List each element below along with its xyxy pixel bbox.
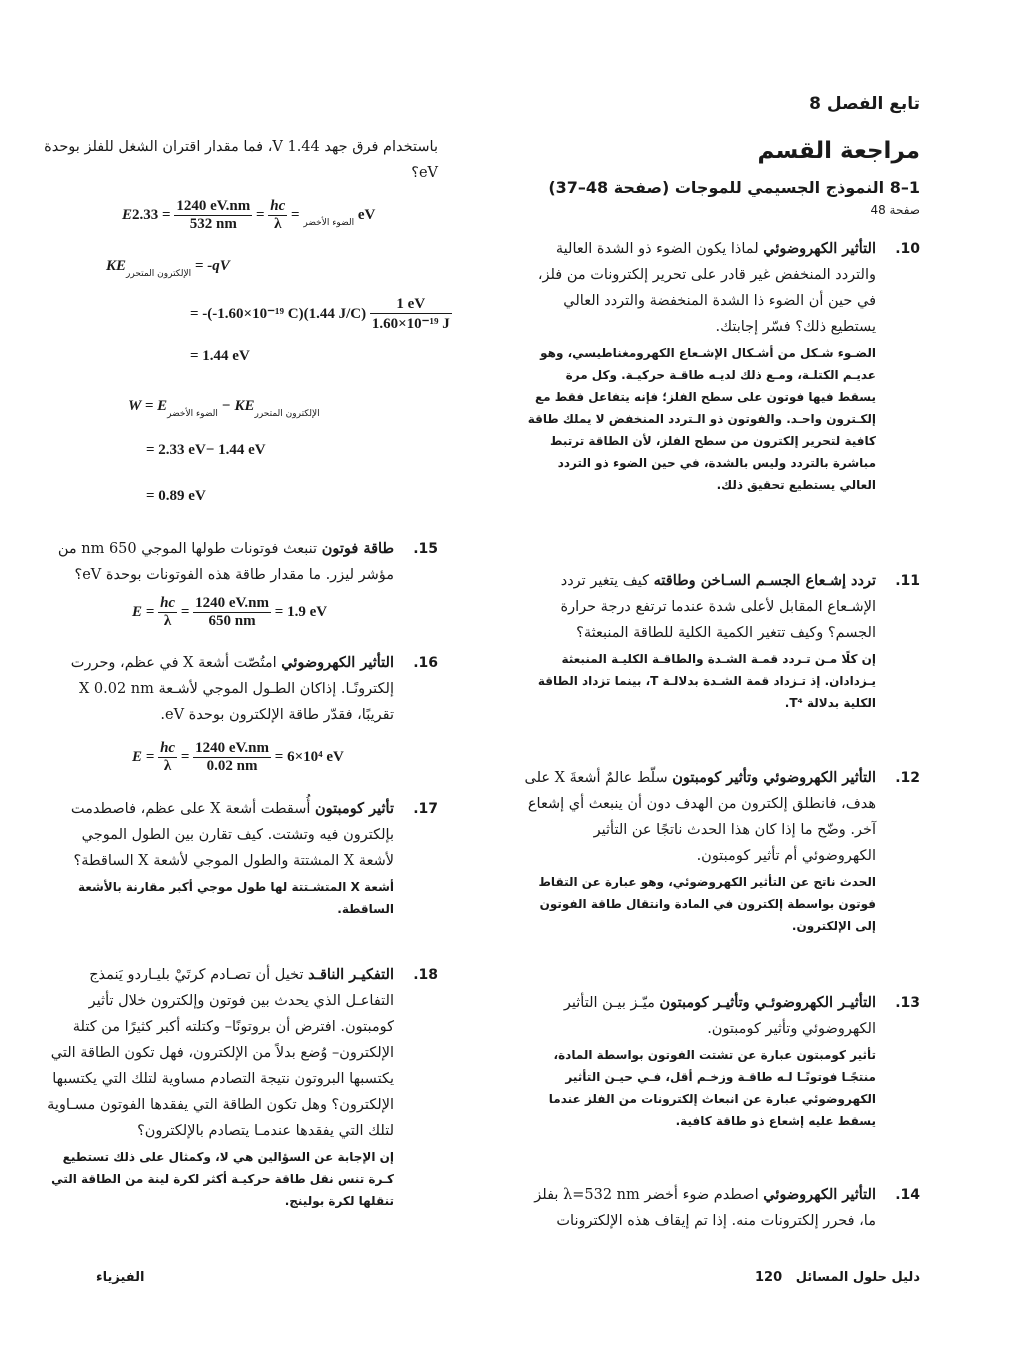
book-title: دليل حلول المسائل: [795, 1270, 920, 1285]
formula-subscript: الضوء الأخضر: [303, 217, 355, 228]
question-text: كيف يتغير تردد الإشـعاع المقابل لأعلى شدة عندما ترتفع درجة حرارة الجسم؟ وكيف تتغير الكمية الكلية للطاقة المنبعثة؟: [560, 573, 876, 641]
answer-text: الحدث ناتج عن التأثير الكهروضوئي، وهو عبارة عن التقاط فوتون بواسطة إلكترون في المادة وانتقال طاقة الفوتون إلى الإلكترون.: [538, 875, 876, 933]
answer-text: إن كلًا مـن تـردد قمـة الشـدة والطاقـة الكليـة المنبعثة يـزدادان. إذ تـزداد قمة الشـدة بدلالـة T، بينما تزداد الطاقة الكلية بدلالة T⁴.: [537, 652, 876, 710]
formula-fraction: [193, 595, 271, 630]
formula-kinetic-energy-calc: [190, 296, 452, 333]
page-number: 120: [755, 1270, 783, 1285]
formula-left: = -(-1.60×10⁻¹⁹ C)(1.44 J/C): [190, 305, 367, 322]
formula-lhs: E =: [132, 603, 155, 620]
chapter-label: تابع الفصل 8: [809, 94, 920, 114]
question-text: تخيل أن تصـادم كرتَيْ بليـاردو يَنمذج التفاعـل الذي يحدث بين فوتون وإلكترون خلال تأثير كومبتون. افترض أن بروتونًا– وكتلته أكبر كثيرًا من كتلة الإلكترون– وُضع بدلاً من الإلكترون، فهل تكون الطاقة التي يكتسبها البروتون نتيجة التصادم مساوية لتلك التي يكتسبها الإلكترون؟ وهل تكون الطاقة التي يفقدها الفوتون مسـاوية لتلك التي يفقدها عندمـا يتصادم بالإلكترون؟: [47, 967, 394, 1139]
fraction-numerator: 1240 eV.nm: [176, 198, 251, 214]
fraction-denominator: 0.02 nm: [206, 758, 258, 774]
question-18: [42, 962, 438, 1212]
question-text: أُسقطت أشعة X على عظم، فاصطدمت بإلكترون فيه وتشتت. كيف تقارن بين الطول الموجي لأشعة X المشتتة والطول الموجي لأشعة X الساقطة؟: [70, 801, 394, 869]
question-text: تنبعث فوتونات طولها الموجي 650 nm من مؤشر ليزر. ما مقدار طاقة هذه الفوتونات بوحدة eV؟: [57, 541, 394, 583]
question-text: سلّط عالمٌ أشعةَ X على هدف، فانطلق إلكترون من الهدف دون أن ينبعث أي إشعاع آخر. وضّح ما إذا كان هذا الحدث ناتجًا عن التأثير الكهروضوئي أم تأثير كومبتون.: [524, 770, 876, 864]
formula-work-function: [128, 398, 320, 419]
question-16: [42, 650, 438, 728]
question-14: [524, 1182, 920, 1234]
fraction-numerator: hc: [270, 198, 286, 214]
question-term: التفكيـر الناقـد: [308, 966, 394, 983]
subject-label: الفيزياء: [96, 1270, 145, 1285]
formula-result: = 1.9 eV: [274, 603, 328, 620]
question-10: [524, 236, 920, 496]
question-number: 17.: [413, 801, 438, 817]
formula-rhs: = -qV: [194, 258, 230, 274]
question-term: التأثير الكهروضوئي: [763, 240, 876, 257]
formula-fraction: [174, 198, 252, 233]
formula-lhs: E =: [132, 748, 155, 765]
question-number: 14.: [895, 1187, 920, 1203]
question-text: اصطدم ضوء أخضر λ=532 nm بفلز ما، فحرر إلكترونات منه. إذا تم إيقاف هذه الإلكترونات: [534, 1187, 876, 1229]
question-number: 16.: [413, 655, 438, 671]
fraction-denominator: 650 nm: [208, 613, 256, 629]
formula-lhs: W = E: [128, 398, 168, 414]
fraction-denominator: 532 nm: [189, 216, 237, 232]
question-term: طاقة فوتون: [321, 540, 394, 557]
formula-result: = 6×10⁴ eV: [274, 748, 344, 765]
formula-subscript: الإلكترون المتحرر: [126, 269, 192, 279]
answer-text: أشعة X المتشـتتة لها طول موجي أكبر مقارنة بالأشعة الساقطة.: [77, 880, 394, 916]
question-11: [524, 568, 920, 714]
section-title: مراجعة القسم: [757, 138, 920, 164]
question-term: تأثير كومبتون: [315, 800, 394, 817]
question-term: تردد إشـعاع الجسـم السـاخن وطاقته: [653, 572, 876, 589]
fraction-numerator: 1240 eV.nm: [195, 595, 270, 611]
question-text: ميّـز بيـن التأثير الكهروضوئي وتأثير كومبتون.: [563, 995, 876, 1037]
question-term: التأثير الكهروضوئي: [281, 654, 394, 671]
formula-work-calc: = 2.33 eV− 1.44 eV: [146, 442, 266, 458]
page-footer-right: [755, 1270, 920, 1285]
question-number: 12.: [895, 770, 920, 786]
page-reference: صفحة 48: [870, 203, 920, 217]
fraction-numerator: hc: [160, 740, 176, 756]
question-text: باستخدام فرق جهد 1.44 V، فما مقدار اقتران الشغل للفلز بوحدة eV؟: [44, 139, 438, 181]
answer-text: الضـوء شـكل من أشـكال الإشـعاع الكهرومغناطيسي، وهو عديـم الكتلـة، ومـع ذلك لديـه طاقـة حركيـة. وكل مرة يسقط فيها فوتون على سطح الفلز؛ فإنه يتفاعل فقط مع إلكـترون واحـد. والفوتون ذو الـتردد المنخفض لا يملك طاقة كافية لتحرير إلكترون من سطح الفلز، لأن الطاقة ترتبط مباشرة بالتردد وليس بالشدة، في حين الضوء ذو التردد العالي يستطيع تحقيق ذلك.: [527, 346, 876, 492]
answer-text: إن الإجابة عن السؤالين هي لا، وكمثال على ذلك تستطيع كـرة تنس نقل طاقة حركيـة أكثر لكرة لينة من الطاقة التي تنقلها لكرة بولينج.: [51, 1150, 394, 1208]
formula-lhs: E: [122, 206, 133, 223]
question-text: امتُصّت أشعة X في عظم، وحررت إلكترونًـا. إذاكان الطـول الموجي لأشـعة X 0.02 nm تقريبًا، فقدّر طاقة الإلكترون بوحدة eV.: [70, 655, 394, 723]
fraction-numerator: 1240 eV.nm: [195, 740, 270, 756]
answer-text: تأثير كومبتون عبارة عن تشتت الفوتون بواسطة المادة، منتجًـا فوتونًـا لـه طاقـة وزخـم أقل، فـي حيـن التأثير الكهروضوئي عبارة عن انبعاث إلكترونات من الفلز عندما يسقط عليه إشعاع ذو طاقة كافية.: [548, 1048, 876, 1128]
question-number: 10.: [895, 241, 920, 257]
question-17: [42, 796, 438, 920]
fraction-numerator: 1 eV: [370, 296, 452, 314]
question-13: [524, 990, 920, 1132]
formula-minus: − KE: [221, 398, 255, 414]
question-term: التأثير الكهروضوئي: [763, 1186, 876, 1203]
formula-work-result: = 0.89 eV: [146, 488, 206, 504]
question-14-continued: [42, 134, 438, 186]
formula-q15: E = $\frac{hc}{\lambda}$ = $\frac{1240 eV.nm}{650 nm}$ = 1.9 eV: [132, 595, 328, 629]
formula-ke-result: = 1.44 eV: [190, 348, 250, 364]
fraction-denominator: λ: [274, 216, 282, 232]
question-text: لماذا يكون الضوء ذو الشدة العالية والتردد المنخفض غير قادر على تحرير إلكترونات من فلز، في حين أن الضوء ذا الشدة المنخفضة والتردد العالي يستطيع ذلك؟ فسّر إجابتك.: [537, 241, 876, 335]
fraction-denominator: λ: [163, 613, 172, 629]
question-15: [42, 536, 438, 588]
question-12: [524, 765, 920, 937]
formula-fraction: [158, 740, 177, 775]
question-term: التأثيـر الكهروضوئـي وتأثيـر كومبتون: [659, 994, 876, 1011]
question-number: 13.: [895, 995, 920, 1011]
fraction-denominator: 1.60×10⁻¹⁹ J: [371, 316, 450, 332]
fraction-numerator: hc: [160, 595, 176, 611]
formula-lhs: KE: [106, 258, 127, 274]
subsection-title: 1–8 النموذج الجسيمي للموجات (صفحة 48–37): [548, 178, 920, 197]
formula-q16: E = $\frac{hc}{\lambda}$ = $\frac{1240 eV.nm}{0.02 nm}$ = 6×10⁴ eV: [132, 740, 344, 774]
question-number: 18.: [413, 967, 438, 983]
formula-fraction: [193, 740, 271, 775]
formula-kinetic-energy: [106, 258, 230, 279]
formula-photon-energy: E $_{الضوء الأخضر}$ = $\frac{hc}{\lambda}$ = $\frac{1240 eV.nm}{532 nm}$ = 2.33 eV: [122, 198, 376, 232]
formula-subscript: الضوء الأخضر: [167, 409, 218, 419]
formula-fraction: [158, 595, 177, 630]
fraction-denominator: λ: [163, 758, 172, 774]
question-number: 15.: [413, 541, 438, 557]
formula-subscript: الإلكترون المتحرر: [254, 409, 320, 419]
formula-result: = 2.33 eV: [132, 206, 376, 223]
formula-fraction: [370, 296, 452, 333]
question-number: 11.: [895, 573, 920, 589]
formula-fraction: [268, 198, 287, 233]
question-term: التأثير الكهروضوئي وتأثير كومبتون: [672, 769, 876, 786]
